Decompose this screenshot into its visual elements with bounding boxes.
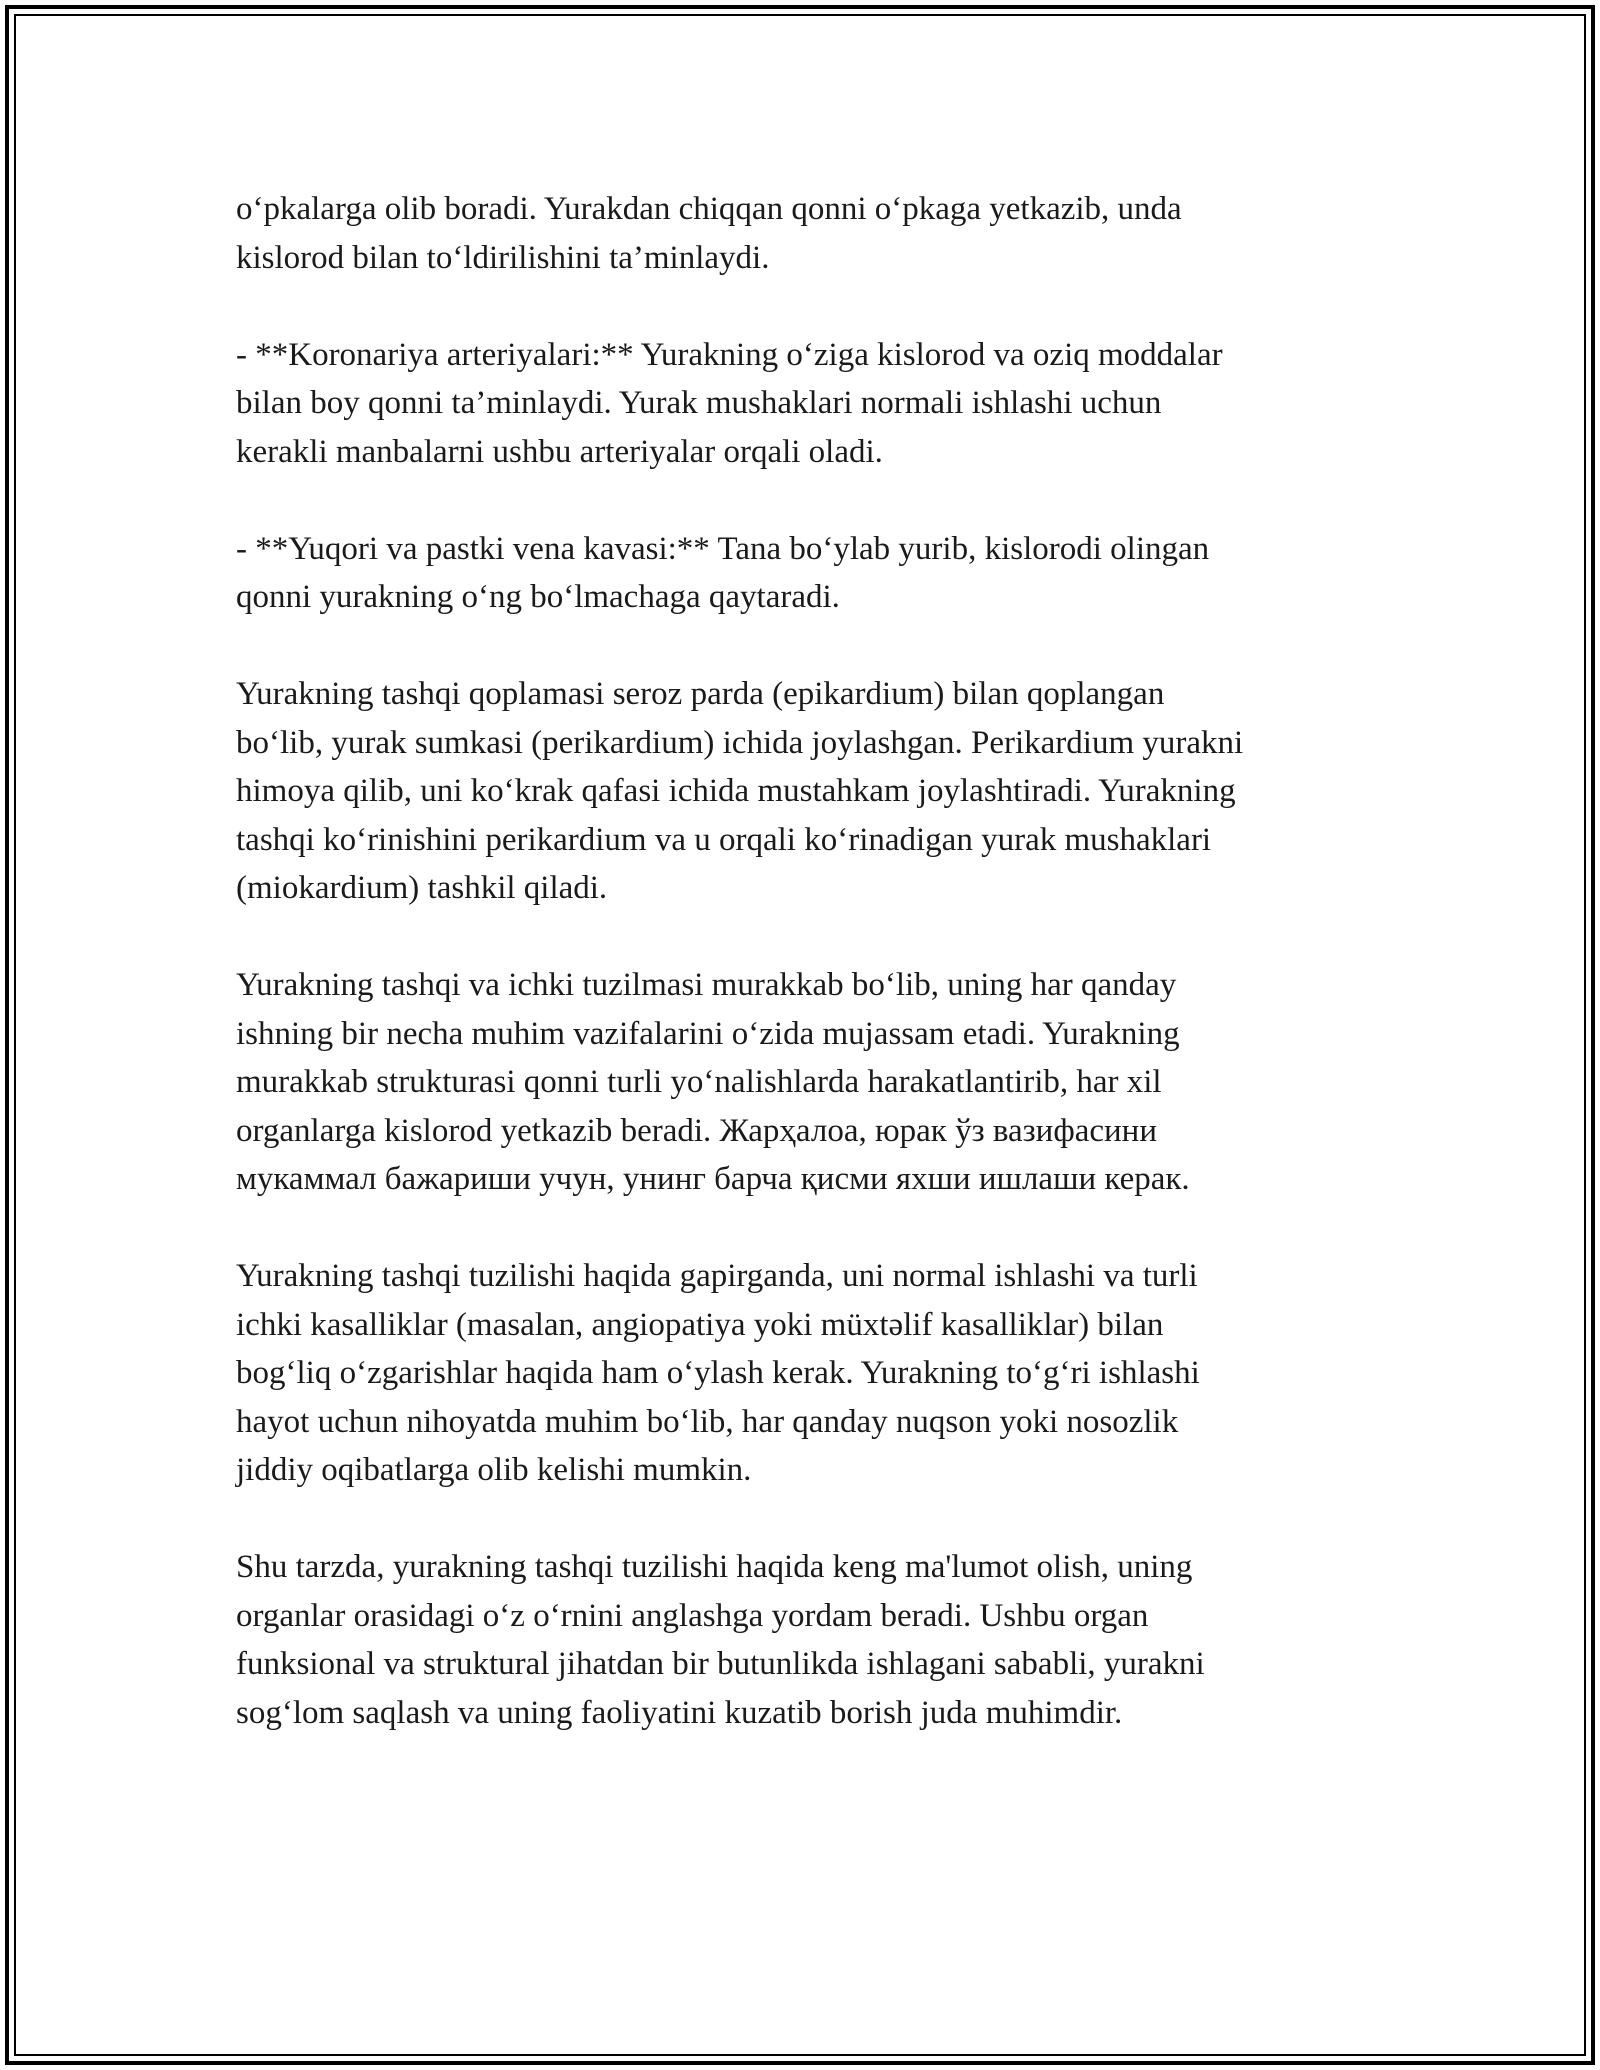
paragraph-heart-diseases: Yurakning tashqi tuzilishi haqida gapirganda, uni normal ishlashi va turli ichki kasalliklar (masalan, angiopatiya yoki müxtəlif kasalliklar) bilan bog‘liq o‘zgarishlar haqida ham o‘ylash kerak. Yurakning to‘g‘ri ishlashi hayot uchun nihoyatda muhim bo‘lib, har qanday nuqson yoki nosozlik jiddiy oqibatlarga olib kelishi mumkin. <box>236 1258 1200 1488</box>
paragraph-coronary-arteries: - **Koronariya arteriyalari:** Yurakning o‘ziga kislorod va oziq moddalar bilan boy qonni ta’minlaydi. Yurak mushaklari normali ishlashi uchun kerakli manbalarni ushbu arteriyalar orqali oladi. <box>236 336 1223 470</box>
paragraph-conclusion: Shu tarzda, yurakning tashqi tuzilishi haqida keng ma'lumot olish, uning organlar orasidagi o‘z o‘rnini anglashga yordam beradi. Ushbu organ funksional va struktural jihatdan bir butunlikda ishlagani sababli, yurakni sog‘lom saqlash va uning faoliyatini kuzatib borish juda muhimdir. <box>236 1549 1205 1731</box>
paragraph-heart-structure: Yurakning tashqi va ichki tuzilmasi murakkab bo‘lib, uning har qanday ishning bir necha muhim vazifalarini o‘zida mujassam etadi. Yurakning murakkab strukturasi qonni turli yo‘nalishlarda harakatlantirib, har xil organlarga kislorod yetkazib beradi. Жарҳалоа, юрак ўз вазифасини мукаммал бажариши учун, унинг барча қисми яхши ишлаши керак. <box>236 967 1190 1197</box>
paragraph-vena-cava: - **Yuqori va pastki vena kavasi:** Tana bo‘ylab yurib, kislorodi olingan qonni yurakning o‘ng bo‘lmachaga qaytaradi. <box>236 530 1210 615</box>
paragraph-epicardium-pericardium: Yurakning tashqi qoplamasi seroz parda (epikardium) bilan qoplangan bo‘lib, yurak sumkasi (perikardium) ichida joylashgan. Perikardium yurakni himoya qilib, uni ko‘krak qafasi ichida mustahkam joylashtiradi. Yurakning tashqi ko‘rinishini perikardium va u orqali ko‘rinadigan yurak mushaklari (miokardium) tashkil qiladi. <box>236 676 1244 906</box>
paragraph-pulmonary-artery-continuation: o‘pkalarga olib boradi. Yurakdan chiqqan qonni o‘pkaga yetkazib, unda kislorod bilan to‘ldirilishini ta’minlaydi. <box>236 191 1182 276</box>
document-body <box>236 185 1376 1786</box>
